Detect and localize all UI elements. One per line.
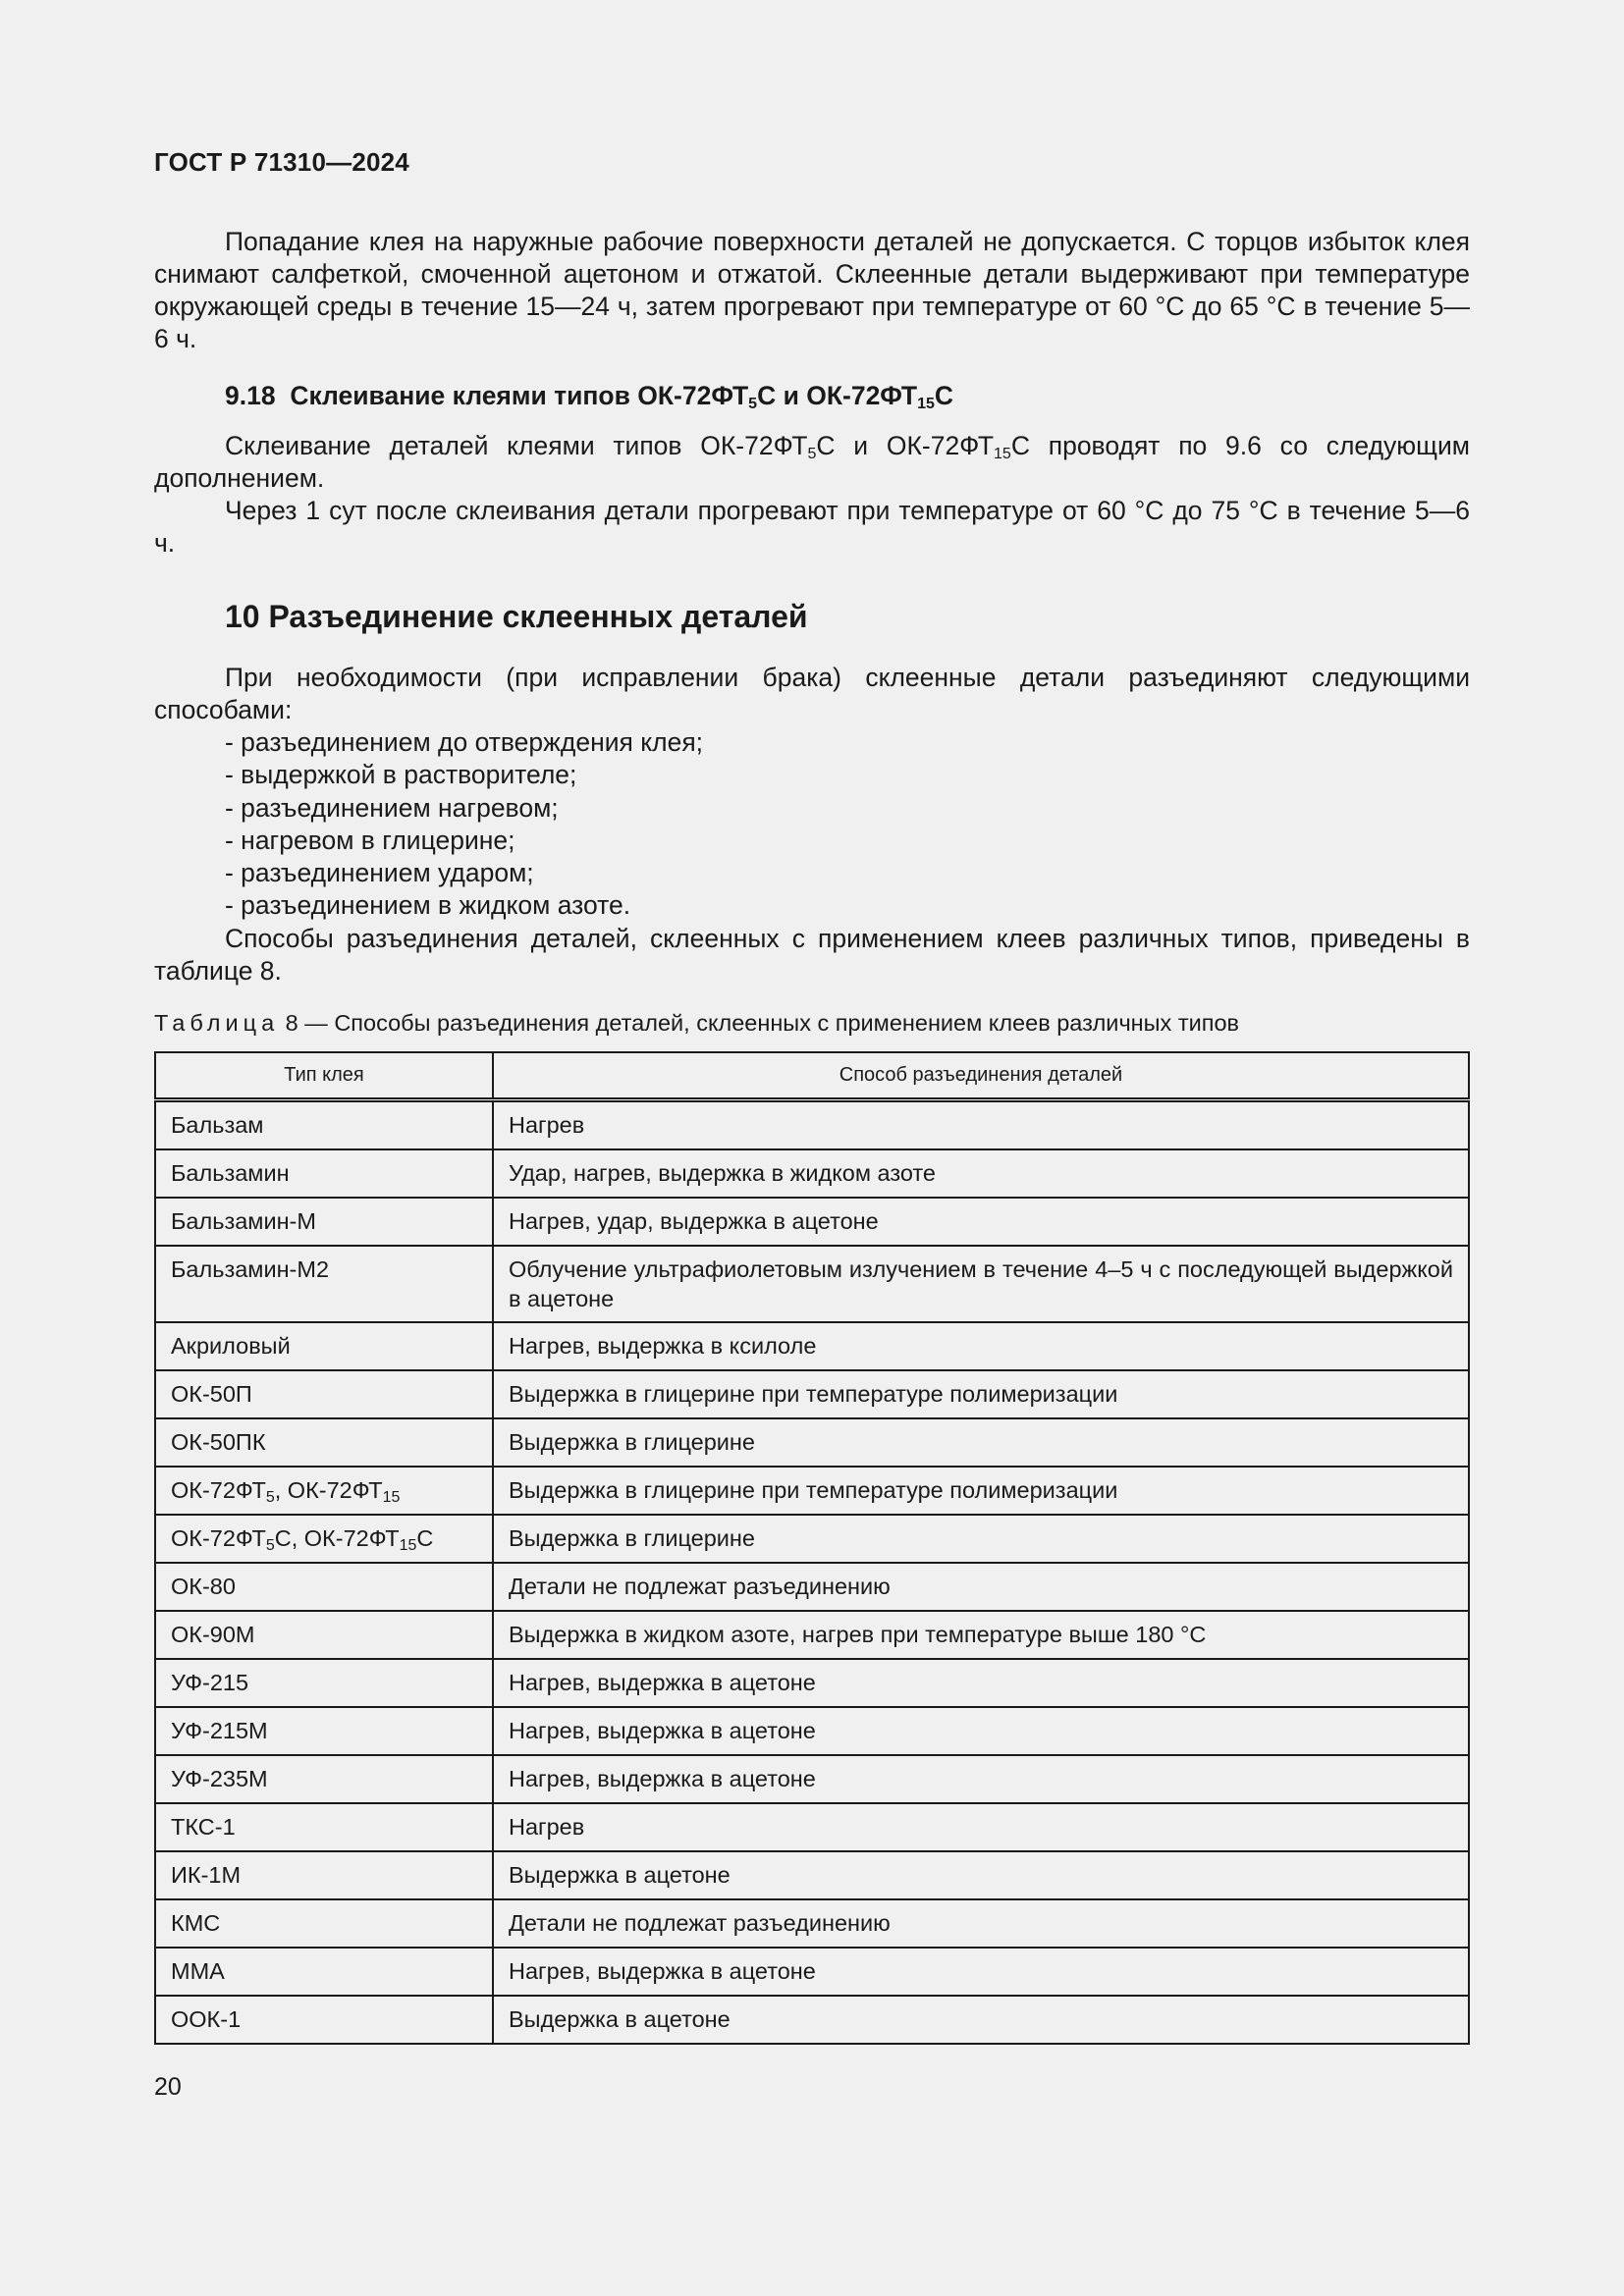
column-header-separation-method: Способ разъединения деталей [493, 1052, 1469, 1100]
list-item: - разъединением в жидком азоте. [225, 890, 631, 921]
list-item: - разъединением нагревом; [225, 792, 559, 823]
methods-list [225, 726, 703, 923]
document-header: ГОСТ Р 71310—2024 [154, 147, 409, 177]
method-cell: Выдержка в глицерине при температуре полимеризации [493, 1370, 1469, 1418]
paragraph-10-closing: Способы разъединения деталей, склеенных с применением клеев различных типов, приведены в таблице 8. [154, 924, 1470, 986]
separation-methods-table [154, 1051, 1470, 2045]
table-row [155, 1659, 1469, 1707]
method-cell: Выдержка в глицерине при температуре полимеризации [493, 1467, 1469, 1515]
method-cell: Выдержка в ацетоне [493, 1996, 1469, 2044]
table-row [155, 1755, 1469, 1803]
table-row [155, 1100, 1469, 1150]
method-cell: Нагрев [493, 1803, 1469, 1851]
paragraph-glue-application: Попадание клея на наружные рабочие поверхности деталей не допускается. С торцов избыток клея снимают салфеткой, смоченной ацетоном и отжатой. Склеенные детали выдерживают при температуре окружающей среды в течение 15—24 ч, затем прогревают при температуре от 60 °С до 65 °С в течение 5—6 ч. [154, 227, 1470, 353]
glue-type-cell: ОК-50ПК [155, 1418, 493, 1467]
table-row [155, 1803, 1469, 1851]
list-item: - разъединением ударом; [225, 858, 534, 888]
glue-type-cell: $ОК-72ФТ_5С$, $ОК-72ФТ_{15}С$ [155, 1515, 493, 1563]
glue-type-cell: ОК-50П [155, 1370, 493, 1418]
table-row [155, 1948, 1469, 1996]
paragraph-9-18-b: Через 1 сут после склеивания детали прогревают при температуре от 60 °С до 75 °С в течение 5—6 ч. [154, 496, 1470, 558]
table-caption: Таблица 8 — Способы разъединения деталей, склеенных с применением клеев различных типов [154, 1010, 1239, 1036]
glue-type-cell: ИК-1М [155, 1851, 493, 1899]
method-cell: Нагрев, удар, выдержка в ацетоне [493, 1198, 1469, 1246]
glue-type-cell: ОК-80 [155, 1563, 493, 1611]
table-row [155, 1246, 1469, 1322]
section-heading-10: 10 Разъединение склеенных деталей [225, 599, 808, 634]
glue-type-cell: ТКС-1 [155, 1803, 493, 1851]
glue-type-cell: КМС [155, 1899, 493, 1948]
glue-type-cell: УФ-215М [155, 1707, 493, 1755]
method-cell: Выдержка в глицерине [493, 1515, 1469, 1563]
glue-type-cell: ММА [155, 1948, 493, 1996]
table-row [155, 1418, 1469, 1467]
method-cell: Выдержка в ацетоне [493, 1851, 1469, 1899]
method-cell: Детали не подлежат разъединению [493, 1563, 1469, 1611]
glue-type-cell: ОК-90М [155, 1611, 493, 1659]
paragraph-9-18-a: Склеивание деталей клеями типов $ОК-72ФТ_5С$ и $ОК-72ФТ_{15}С$ проводят по 9.6 со следующим дополнением. [154, 431, 1470, 493]
glue-type-cell: Бальзамин-М2 [155, 1246, 493, 1322]
table-row [155, 1467, 1469, 1515]
section-heading-9-18: 9.18 Склеивание клеями типов $ОК-72ФТ_5С$ и $ОК-72ФТ_{15}С$ [225, 381, 954, 412]
paragraph-10-intro: При необходимости (при исправлении брака) склеенные детали разъединяют следующими способами: [154, 663, 1470, 724]
method-cell: Нагрев, выдержка в ацетоне [493, 1707, 1469, 1755]
section-title-part: Склеивание клеями типов ОК-72ФТ [290, 381, 749, 410]
method-cell: Выдержка в жидком азоте, нагрев при температуре выше 180 °С [493, 1611, 1469, 1659]
list-item: - нагревом в глицерине; [225, 825, 515, 855]
table-row [155, 1851, 1469, 1899]
table-row [155, 1370, 1469, 1418]
method-cell: Удар, нагрев, выдержка в жидком азоте [493, 1149, 1469, 1198]
glue-type-cell: ООК-1 [155, 1996, 493, 2044]
table-row [155, 1322, 1469, 1370]
table-row [155, 1149, 1469, 1198]
table-row [155, 1515, 1469, 1563]
table-row [155, 1707, 1469, 1755]
page-number: 20 [154, 2073, 182, 2101]
method-cell: Нагрев, выдержка в ацетоне [493, 1755, 1469, 1803]
table-row [155, 1899, 1469, 1948]
method-cell: Нагрев [493, 1100, 1469, 1150]
glue-type-cell: УФ-215 [155, 1659, 493, 1707]
glue-type-cell: УФ-235М [155, 1755, 493, 1803]
method-cell: Нагрев, выдержка в ацетоне [493, 1659, 1469, 1707]
table-row [155, 1198, 1469, 1246]
section-number: 9.18 [225, 381, 276, 410]
glue-type-cell: $ОК-72ФТ_5$, $ОК-72ФТ_{15}$ [155, 1467, 493, 1515]
method-cell: Выдержка в глицерине [493, 1418, 1469, 1467]
column-header-glue-type: Тип клея [155, 1052, 493, 1100]
method-cell: Нагрев, выдержка в ацетоне [493, 1948, 1469, 1996]
glue-type-cell: Бальзамин-М [155, 1198, 493, 1246]
method-cell: Детали не подлежат разъединению [493, 1899, 1469, 1948]
table-row [155, 1563, 1469, 1611]
table-header-row [155, 1052, 1469, 1100]
glue-type-cell: Бальзамин [155, 1149, 493, 1198]
method-cell: Нагрев, выдержка в ксилоле [493, 1322, 1469, 1370]
list-item: - разъединением до отверждения клея; [225, 727, 704, 757]
list-item: - выдержкой в растворителе; [225, 760, 577, 790]
table-row [155, 1996, 1469, 2044]
glue-type-cell: Бальзам [155, 1100, 493, 1150]
method-cell: Облучение ультрафиолетовым излучением в течение 4–5 ч с последующей выдержкой в ацетоне [493, 1246, 1469, 1322]
glue-type-cell: Акриловый [155, 1322, 493, 1370]
table-row [155, 1611, 1469, 1659]
